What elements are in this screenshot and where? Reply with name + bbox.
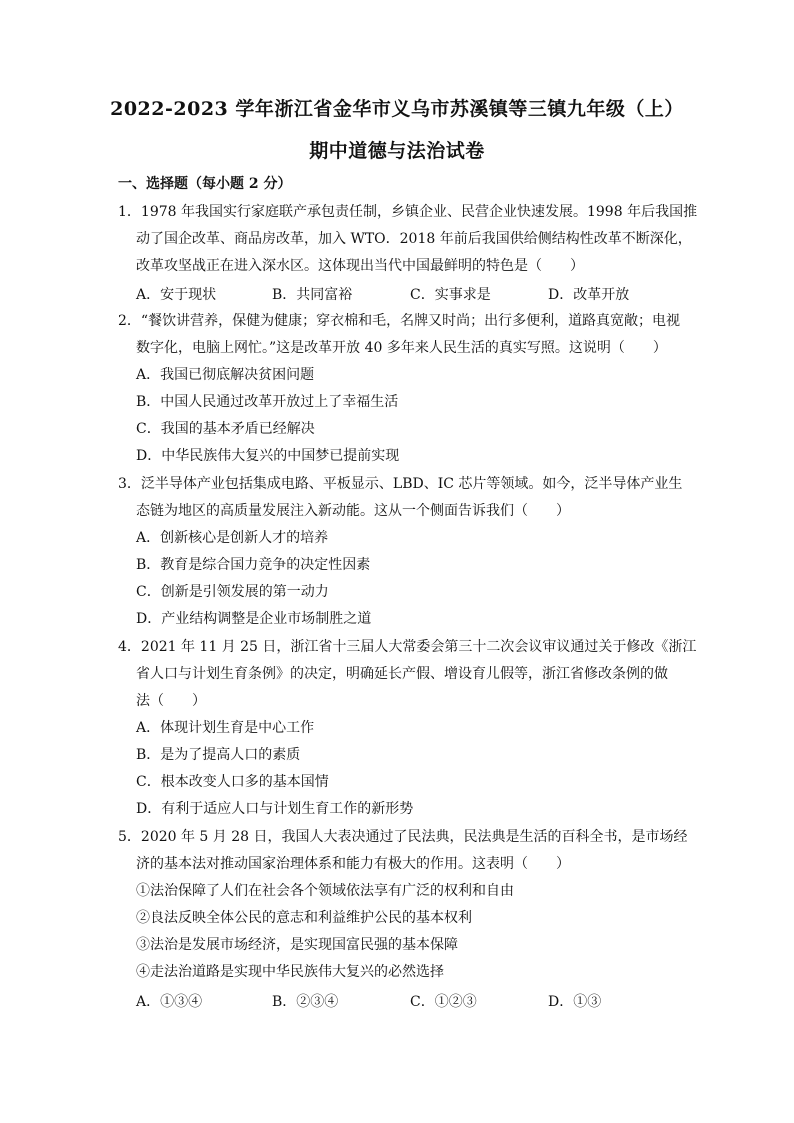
q2-stem-line-2: 数字化，电脑上网忙。”这是改革开放 40 多年来人民生活的真实写照。这说明（ ） bbox=[136, 340, 667, 356]
q5-option-a: A．①③④ bbox=[136, 994, 203, 1010]
q5-statement-3: ③法治是发展市场经济，是实现国富民强的基本保障 bbox=[136, 937, 458, 953]
q3-stem-line-2: 态链为地区的高质量发展注入新动能。这从一个侧面告诉我们（ ） bbox=[136, 503, 570, 519]
q4-option-a: A．体现计划生育是中心工作 bbox=[136, 720, 315, 736]
q2-option-b: B．中国人民通过改革开放过上了幸福生活 bbox=[136, 394, 399, 410]
exam-title-line-1: 2022-2023 学年浙江省金华市义乌市苏溪镇等三镇九年级（上） bbox=[110, 98, 684, 120]
q1-option-c: C．实事求是 bbox=[410, 287, 491, 303]
q3-option-c: C．创新是引领发展的第一动力 bbox=[136, 584, 329, 600]
q5-stem-line-1: 5．2020 年 5 月 28 日，我国人大表决通过了民法典，民法典是生活的百科全书，是市场经 bbox=[118, 829, 688, 845]
q4-option-c: C．根本改变人口多的基本国情 bbox=[136, 774, 329, 790]
exam-title-line-2: 期中道德与法治试卷 bbox=[309, 140, 485, 162]
q5-option-c: C．①②③ bbox=[410, 994, 477, 1010]
q2-stem-line-1: 2．“餐饮讲营养，保健为健康；穿衣棉和毛，名牌又时尚；出行多便利，道路真宽敞；电视 bbox=[118, 313, 681, 329]
q4-option-b: B．是为了提高人口的素质 bbox=[136, 747, 301, 763]
q3-option-a: A．创新核心是创新人才的培养 bbox=[136, 530, 329, 546]
q5-option-d: D．①③ bbox=[548, 994, 602, 1010]
q5-stem-line-2: 济的基本法对推动国家治理体系和能力有极大的作用。这表明（ ） bbox=[136, 856, 570, 872]
q5-option-b: B．②③④ bbox=[272, 994, 339, 1010]
q1-stem-line-2: 动了国企改革、商品房改革，加入 WTO．2018 年前后我国供给侧结构性改革不断深化， bbox=[136, 231, 692, 247]
q1-option-d: D．改革开放 bbox=[548, 287, 630, 303]
section-heading-choice: 一、选择题（每小题 2 分） bbox=[118, 176, 292, 192]
q5-statement-4: ④走法治道路是实现中华民族伟大复兴的必然选择 bbox=[136, 964, 444, 980]
q3-option-b: B．教育是综合国力竞争的决定性因素 bbox=[136, 557, 371, 573]
q3-option-d: D．产业结构调整是企业市场制胜之道 bbox=[136, 611, 372, 627]
q4-option-d: D．有利于适应人口与计划生育工作的新形势 bbox=[136, 801, 414, 817]
q5-statement-2: ②良法反映全体公民的意志和利益维护公民的基本权利 bbox=[136, 910, 472, 926]
q3-stem-line-1: 3．泛半导体产业包括集成电路、平板显示、LBD、IC 芯片等领域。如今，泛半导体产业生 bbox=[118, 476, 683, 492]
q1-stem-line-1: 1．1978 年我国实行家庭联产承包责任制，乡镇企业、民营企业快速发展。1998 年后我国推 bbox=[118, 204, 698, 220]
q2-option-c: C．我国的基本矛盾已经解决 bbox=[136, 421, 315, 437]
q1-option-a: A．安于现状 bbox=[136, 287, 217, 303]
q2-option-d: D．中华民族伟大复兴的中国梦已提前实现 bbox=[136, 448, 400, 464]
q4-stem-line-1: 4．2021 年 11 月 25 日，浙江省十三届人大常委会第三十二次会议审议通过关于修改《浙江 bbox=[118, 639, 697, 655]
q4-stem-line-2: 省人口与计划生育条例》的决定，明确延长产假、增设育儿假等，浙江省修改条例的做 bbox=[136, 666, 668, 682]
q5-statement-1: ①法治保障了人们在社会各个领域依法享有广泛的权利和自由 bbox=[136, 883, 514, 899]
q1-option-b: B．共同富裕 bbox=[272, 287, 353, 303]
q4-stem-line-3: 法（ ） bbox=[136, 693, 206, 709]
q1-stem-line-3: 改革攻坚战正在进入深水区。这体现出当代中国最鲜明的特色是（ ） bbox=[136, 258, 584, 274]
q2-option-a: A．我国已彻底解决贫困问题 bbox=[136, 367, 315, 383]
